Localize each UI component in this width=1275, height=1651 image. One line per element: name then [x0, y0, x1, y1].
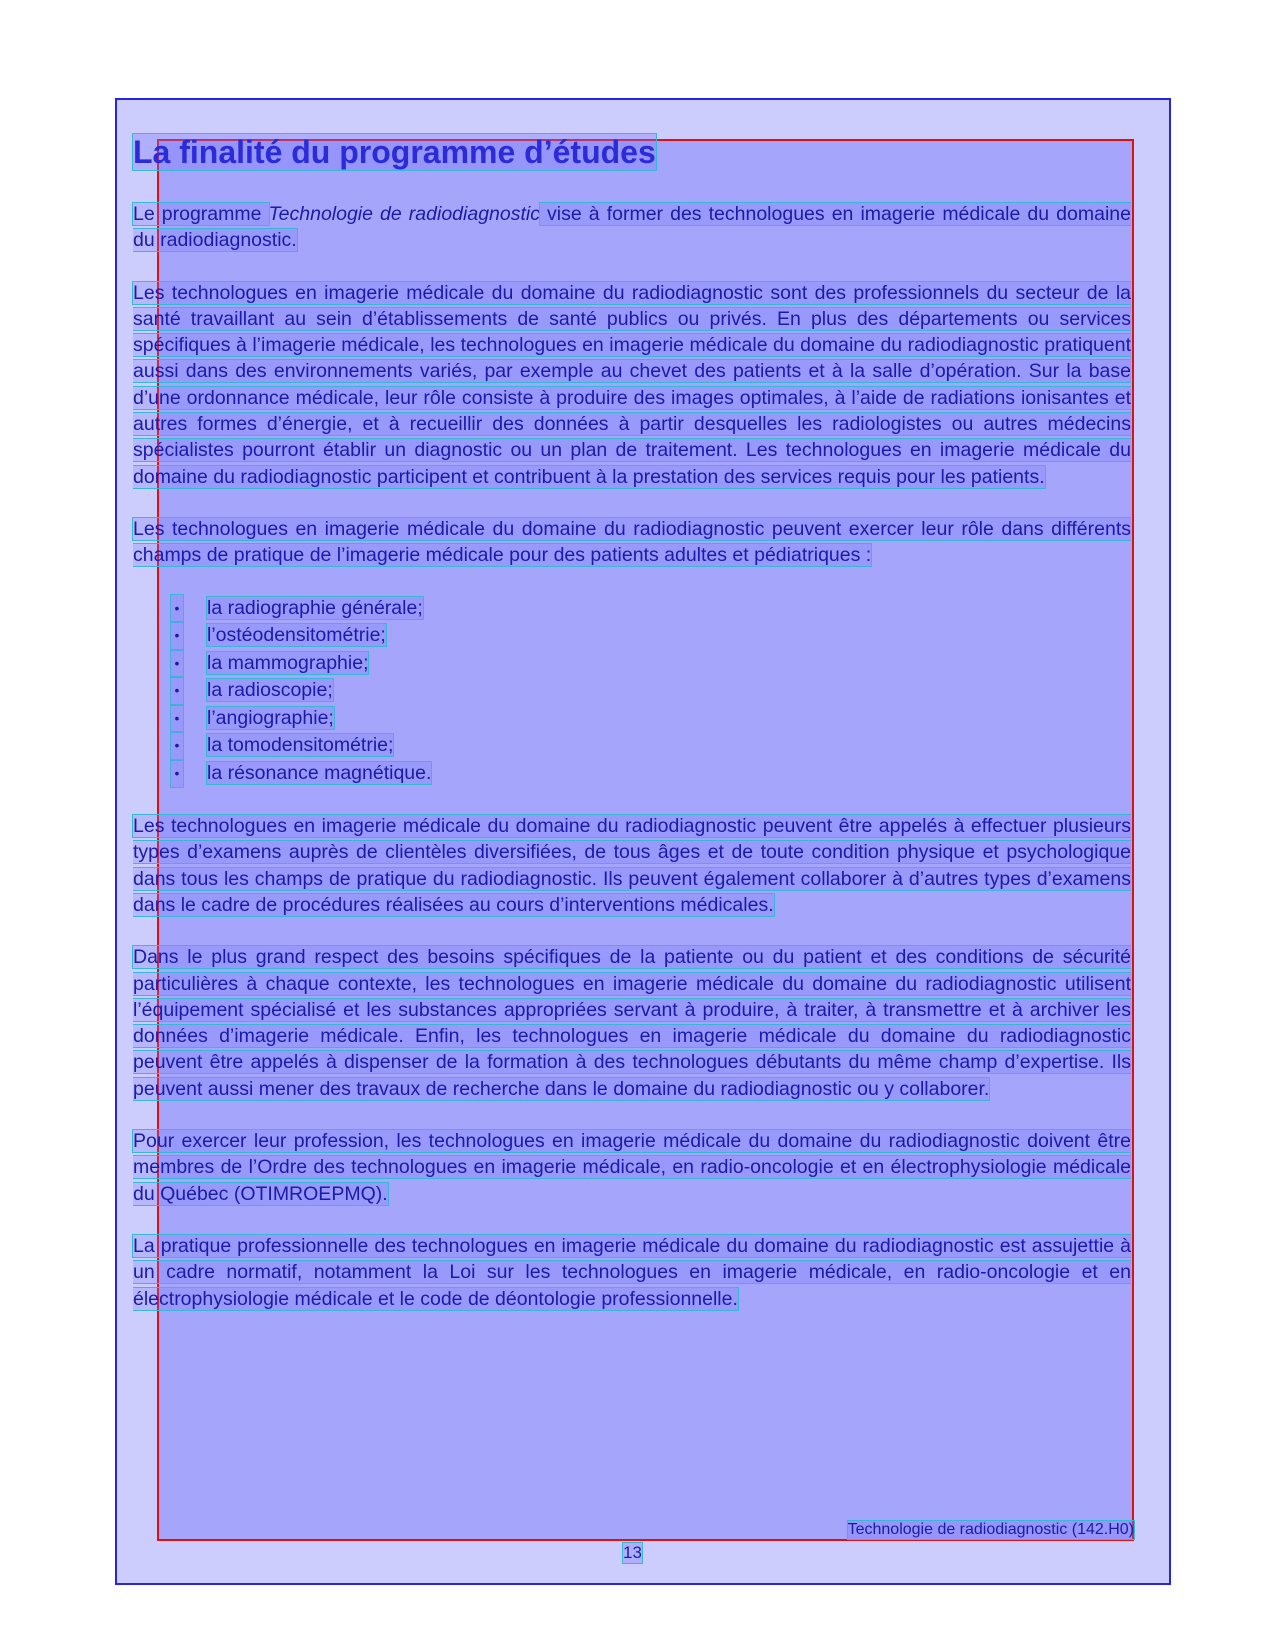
bullet-icon: • [171, 622, 183, 650]
bullet-icon: • [171, 732, 183, 760]
bullet-icon: • [171, 650, 183, 678]
page-title-text: La finalité du programme d’études [133, 134, 656, 170]
paragraph-membership [133, 1128, 1131, 1207]
list-item-label: l’ostéodensitométrie; [207, 624, 386, 647]
document-body [133, 132, 1131, 1338]
bullet-icon: • [171, 760, 183, 788]
program-name: Technologie de radiodiagnostic [268, 203, 540, 225]
list-item [171, 760, 1131, 788]
intro-before: Le programme [133, 203, 269, 225]
list-item [171, 732, 1131, 760]
bullet-icon: • [171, 595, 183, 623]
paragraph-equipment [133, 944, 1131, 1102]
paragraph-membership-text: Pour exercer leur profession, les technologues en imagerie médicale du domaine du radiodiagnostic doivent être membres de l’Ordre des technologues en imagerie médicale, en radio-oncologie et en électrophysiologie médicale du Québec (OTIMROEPMQ). [133, 1130, 1131, 1205]
paragraph-role [133, 280, 1131, 490]
paragraph-equipment-text: Dans le plus grand respect des besoins spécifiques de la patiente ou du patient et des conditions de sécurité particulières à chaque contexte, les technologues en imagerie médicale du domaine du radiodiagnostic utilisent l’équipement spécialisé et les substances appropriées servant à produire, à traiter, à transmettre et à archiver les données d’imagerie médicale. Enfin, les technologues en imagerie médicale du domaine du radiodiagnostic peuvent être appelés à dispenser de la formation à des technologues débutants du même champ d’expertise. Ils peuvent aussi mener des travaux de recherche dans le domaine du radiodiagnostic ou y collaborer. [133, 946, 1131, 1100]
footer-program-reference: Technologie de radiodiagnostic (142.H0) [847, 1521, 1134, 1538]
bullet-icon: • [171, 705, 183, 733]
intro-after: vise à former des technologues en imagerie médicale du domaine du radiodiagnostic. [133, 203, 1131, 252]
page-title [133, 132, 1131, 172]
list-item [171, 595, 1131, 623]
list-item [171, 705, 1131, 733]
paragraph-examinations-text: Les technologues en imagerie médicale du domaine du radiodiagnostic peuvent être appelés à effectuer plusieurs types d’examens auprès de clientèles diversifiées, de tous âges et de toute condition physique et psychologique dans tous les champs de pratique du radiodiagnostic. Ils peuvent également collaborer à d’autres types d’examens dans le cadre de procédures réalisées au cours d’interventions médicales. [133, 815, 1131, 916]
list-item [171, 650, 1131, 678]
page-number: 13 [623, 1543, 642, 1562]
intro-paragraph [133, 201, 1131, 254]
list-item-label: la radiographie générale; [207, 596, 423, 619]
paragraph-regulation [133, 1233, 1131, 1312]
paragraph-regulation-text: La pratique professionnelle des technologues en imagerie médicale du domaine du radiodiagnostic est assujettie à un cadre normatif, notamment la Loi sur les technologues en imagerie médicale, en radio-oncologie et en électrophysiologie médicale et le code de déontologie professionnelle. [133, 1234, 1131, 1310]
list-item-label: la tomodensitométrie; [207, 734, 394, 757]
list-item-label: la résonance magnétique. [207, 761, 432, 784]
practice-fields-list [133, 595, 1131, 788]
list-item [171, 677, 1131, 705]
paragraph-practice-fields-text: Les technologues en imagerie médicale du domaine du radiodiagnostic peuvent exercer leur rôle dans différents champs de pratique de l’imagerie médicale pour des patients adultes et pédiatriques : [133, 517, 1131, 567]
paragraph-examinations [133, 813, 1131, 918]
list-item-label: la radioscopie; [207, 679, 333, 702]
paragraph-practice-fields [133, 516, 1131, 569]
list-item [171, 622, 1131, 650]
paragraph-role-text: Les technologues en imagerie médicale du domaine du radiodiagnostic sont des professionnels du secteur de la santé travaillant au sein d’établissements de santé publics ou privés. En plus des départements ou services spécifiques à l’imagerie médicale, les technologues en imagerie médicale du domaine du radiodiagnostic pratiquent aussi dans des environnements variés, par exemple au chevet des patients et à la salle d’opération. Sur la base d’une ordonnance médicale, leur rôle consiste à produire des images optimales, à l’aide de radiations ionisantes et autres formes d’énergie, et à recueillir des données à partir desquelles les radiologistes ou autres médecins spécialistes pourront établir un diagnostic ou un plan de traitement. Les technologues en imagerie médicale du domaine du radiodiagnostic participent et contribuent à la prestation des services requis pour les patients. [133, 281, 1131, 488]
bullet-icon: • [171, 677, 183, 705]
list-item-label: la mammographie; [207, 651, 369, 674]
list-item-label: l’angiographie; [207, 706, 334, 729]
